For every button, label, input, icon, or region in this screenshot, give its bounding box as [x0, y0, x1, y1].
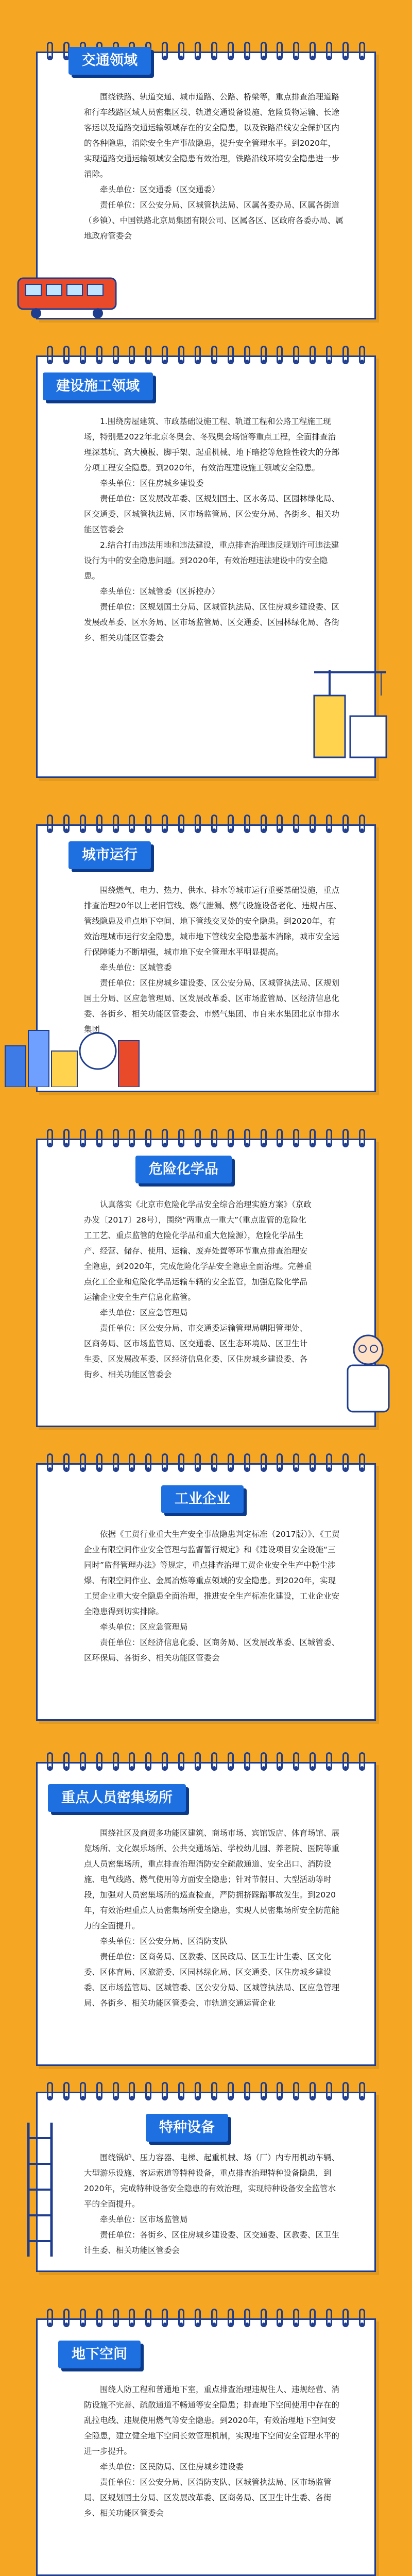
- lead-unit: 牵头单位：区公安分局、区消防支队: [100, 1937, 228, 1946]
- section-body: [84, 2382, 344, 2521]
- paragraph: 围绕锅炉、压力容器、电梯、起重机械、场（厂）内专用机动车辆、大型游乐设施、客运索道等特种设备，重点排查治理特种设备隐患，到2020年，完成特种设备安全隐患的有效治理，实现特种设备安全监管水平的全面提升。: [84, 2153, 340, 2209]
- section-title: 建设施工领域: [43, 372, 153, 400]
- paragraph: 认真落实《北京市危险化学品安全综合治理实施方案》（京政办发〔2017〕28号），围绕“两重点一重大”（重点监管的危险化工工艺、重点监管的危险化学品和重大危险源），危险化学品生产、经营、储存、使用、运输、废弃处置等环节重点排查治理安全隐患，到2020年，完成危险化学品安全隐患全面治理。完善重点化工企业和危险化学品运输车辆的安全监管，加强危险化学品运输企业安全生产信息化监管。: [84, 1200, 312, 1302]
- section-body: [84, 414, 344, 646]
- binding-rings: [47, 2309, 365, 2329]
- lead-unit: 牵头单位：区交通委（区交通委）: [100, 185, 220, 194]
- scientist-illustration: [330, 1329, 407, 1417]
- city-skyline-illustration: [0, 1010, 154, 1087]
- binding-rings: [47, 1752, 365, 1773]
- lead-unit: 牵头单位：区应急管理局: [100, 1308, 188, 1317]
- responsible-units: 责任单位：区公安分局、区消防支队、区城管执法局、区市场监管局、区规划国土分局、区发展改革委、区商务局、区卫生计生委、各街乡、相关功能区管委会: [84, 2478, 332, 2518]
- section-title: 交通领域: [68, 47, 151, 75]
- binding-rings: [47, 1129, 365, 1149]
- section-card-hazardous-chemicals: [36, 1139, 376, 1427]
- responsible-units: 责任单位：区公安分局、区城管执法局、区属各委办局、区属各街道（乡镇）、中国铁路北京局集团有限公司、区属各区、区政府各委办局、属地政府管委会: [84, 200, 344, 241]
- section-title: 城市运行: [68, 841, 151, 869]
- construction-illustration: [304, 665, 402, 768]
- lead-unit: 牵头单位：区应急管理局: [100, 1622, 188, 1632]
- lead-unit: 牵头单位：区民防局、区住房城乡建设委: [100, 2462, 244, 2471]
- paragraph: 围绕铁路、轨道交通、城市道路、公路、桥梁等，重点排查治理道路和行车线路区域人员密集区段、轨道交通设备设施、危险货物运输、长途客运以及道路交通运输领域存在的安全隐患，以及铁路沿线安全保护区内的各种隐患，消除安全生产事故隐患，提升安全管理水平。到2020年，实现道路交通运输领域安全隐患有效治理，铁路沿线环境安全隐患进一步消除。: [84, 92, 340, 179]
- section-body: [84, 2150, 344, 2258]
- paragraph: 依据《工贸行业重大生产安全事故隐患判定标准（2017版）》、《工贸企业有限空间作业安全管理与监督暂行规定》和《建设项目安全设施“三同时”监督管理办法》等规定，重点排查治理工贸企业安全生产中粉尘涉爆、有限空间作业、金属冶炼等重点领域的安全隐患。到2020年，实现工贸企业重大安全隐患全面治理，推进安全生产标准化建设，工业企业安全隐患得到切实排除。: [84, 1530, 340, 1616]
- lead-unit: 牵头单位：区住房城乡建设委: [100, 479, 204, 488]
- lead-unit: 牵头单位：区城管委: [100, 963, 172, 972]
- section-body: [84, 1197, 313, 1382]
- section-card-industrial: [36, 1463, 376, 1721]
- responsible-units: 责任单位：区公安分局、市交通委运输管理局朝阳管理处、区商务局、区市场监管局、区交通委、区生态环境局、区卫生计生委、区发展改革委、区经济信息化委、区住房城乡建设委、各街乡、相关功能区管委会: [84, 1324, 308, 1379]
- section-card-special-equipment: [36, 2092, 376, 2272]
- section-body: [84, 1527, 344, 1666]
- section-body: [84, 89, 344, 244]
- paragraph: 围绕燃气、电力、热力、供水、排水等城市运行重要基础设施，重点排查治理20年以上老旧管线、燃气泄漏、燃气设施设备老化、违规占压、管线隐患及重点地下空间、地下管线交叉处的安全隐患。到2020年，有效治理城市运行安全隐患，城市地下管线安全隐患基本消除，城市安全运行保障能力不断增强，城市地下安全管理水平明显提高。: [84, 886, 342, 957]
- paragraph: 围绕社区及商贸多功能区建筑、商场市场、宾馆饭店、体育场馆、展览场所、文化娱乐场所、公共交通场站、学校幼儿园、养老院、医院等重点人员密集场所，重点排查治理消防安全疏散通道、安全出口、消防设施、电气线路、燃气使用等方面安全隐患；针对节假日、大型活动等时段，加强对人员密集场所的巡查检查，严防拥挤踩踏事故发生。到2020年，有效治理重点人员密集场所安全隐患，实现人员密集场所安全防范能力的全面提升。: [84, 1828, 340, 1930]
- binding-rings: [47, 346, 365, 366]
- lead-unit: 牵头单位：区城管委（区拆控办）: [100, 587, 220, 596]
- section-title: 重点人员密集场所: [48, 1784, 186, 1812]
- section-title: 地下空间: [58, 2341, 141, 2368]
- responsible-units: 责任单位：区商务局、区教委、区民政局、区卫生计生委、区文化委、区体育局、区旅游委、区园林绿化局、区交通委、区住房城乡建设委、区市场监管局、区城管委、区公安分局、区城管执法局、区应急管理局、各街乡、相关功能区管委会、市轨道交通运营企业: [84, 1952, 340, 2008]
- section-card-underground-space: [36, 2318, 376, 2576]
- paragraph: 2.结合打击违法用地和违法建设，重点排查治理违反规划许可违法建设行为中的安全隐患问题。到2020年，有效治理违法建设中的安全隐患。: [84, 540, 339, 581]
- binding-rings: [47, 1453, 365, 1474]
- section-title: 工业企业: [161, 1485, 244, 1513]
- responsible-units: 责任单位：区住房城乡建设委、区公安分局、区城管执法局、区规划国土分局、区应急管理局、区发展改革委、区市场监管局、区经济信息化委、各街乡、相关功能区管委会、市燃气集团、市自来水集团北京市排水集团: [84, 978, 340, 1034]
- section-title: 危险化学品: [135, 1156, 232, 1183]
- binding-rings: [47, 2082, 365, 2103]
- responsible-units: 责任单位：各街乡、区住房城乡建设委、区交通委、区教委、区卫生计生委、相关功能区管委会: [84, 2230, 340, 2255]
- paragraph: 围绕人防工程和普通地下室，重点排查治理违规住人、违规经营、消防设施不完善、疏散通道不畅通等安全隐患；排查地下空间使用中存在的乱拉电线、违规使用燃气等安全隐患。到2020年，有效治理地下空间安全隐患，建立健全地下空间长效管理机制，实现地下空间安全管理水平的进一步提升。: [84, 2385, 340, 2456]
- section-title: 特种设备: [146, 2114, 228, 2142]
- responsible-units: 责任单位：区经济信息化委、区商务局、区发展改革委、区城管委、区环保局、各街乡、相关功能区管委会: [84, 1638, 340, 1663]
- responsible-units: 责任单位：区发展改革委、区规划国土、区水务局、区园林绿化局、区交通委、区城管执法局、区市场监管局、区公安分局、各街乡、相关功能区管委会: [84, 494, 340, 534]
- ladder-illustration: [21, 2123, 62, 2257]
- section-card-crowded-places: [36, 1762, 376, 2066]
- binding-rings: [47, 815, 365, 835]
- train-illustration: [15, 268, 124, 325]
- section-body: [84, 1825, 344, 2011]
- paragraph: 1.围绕房屋建筑、市政基础设施工程、轨道工程和公路工程施工现场，特别是2022年北京冬奥会、冬残奥会场馆等重点工程，全面排查治理深基坑、高大模板、脚手架、起重机械、地下暗挖等危险性较大的分部分项工程安全隐患。到2020年，有效治理建设施工领域安全隐患。: [84, 417, 340, 472]
- lead-unit: 牵头单位：区市场监管局: [100, 2215, 188, 2224]
- responsible-units: 责任单位：区规划国土分局、区城管执法局、区住房城乡建设委、区发展改革委、区水务局、区市场监管局、区交通委、区园林绿化局、各街乡、相关功能区管委会: [84, 602, 340, 642]
